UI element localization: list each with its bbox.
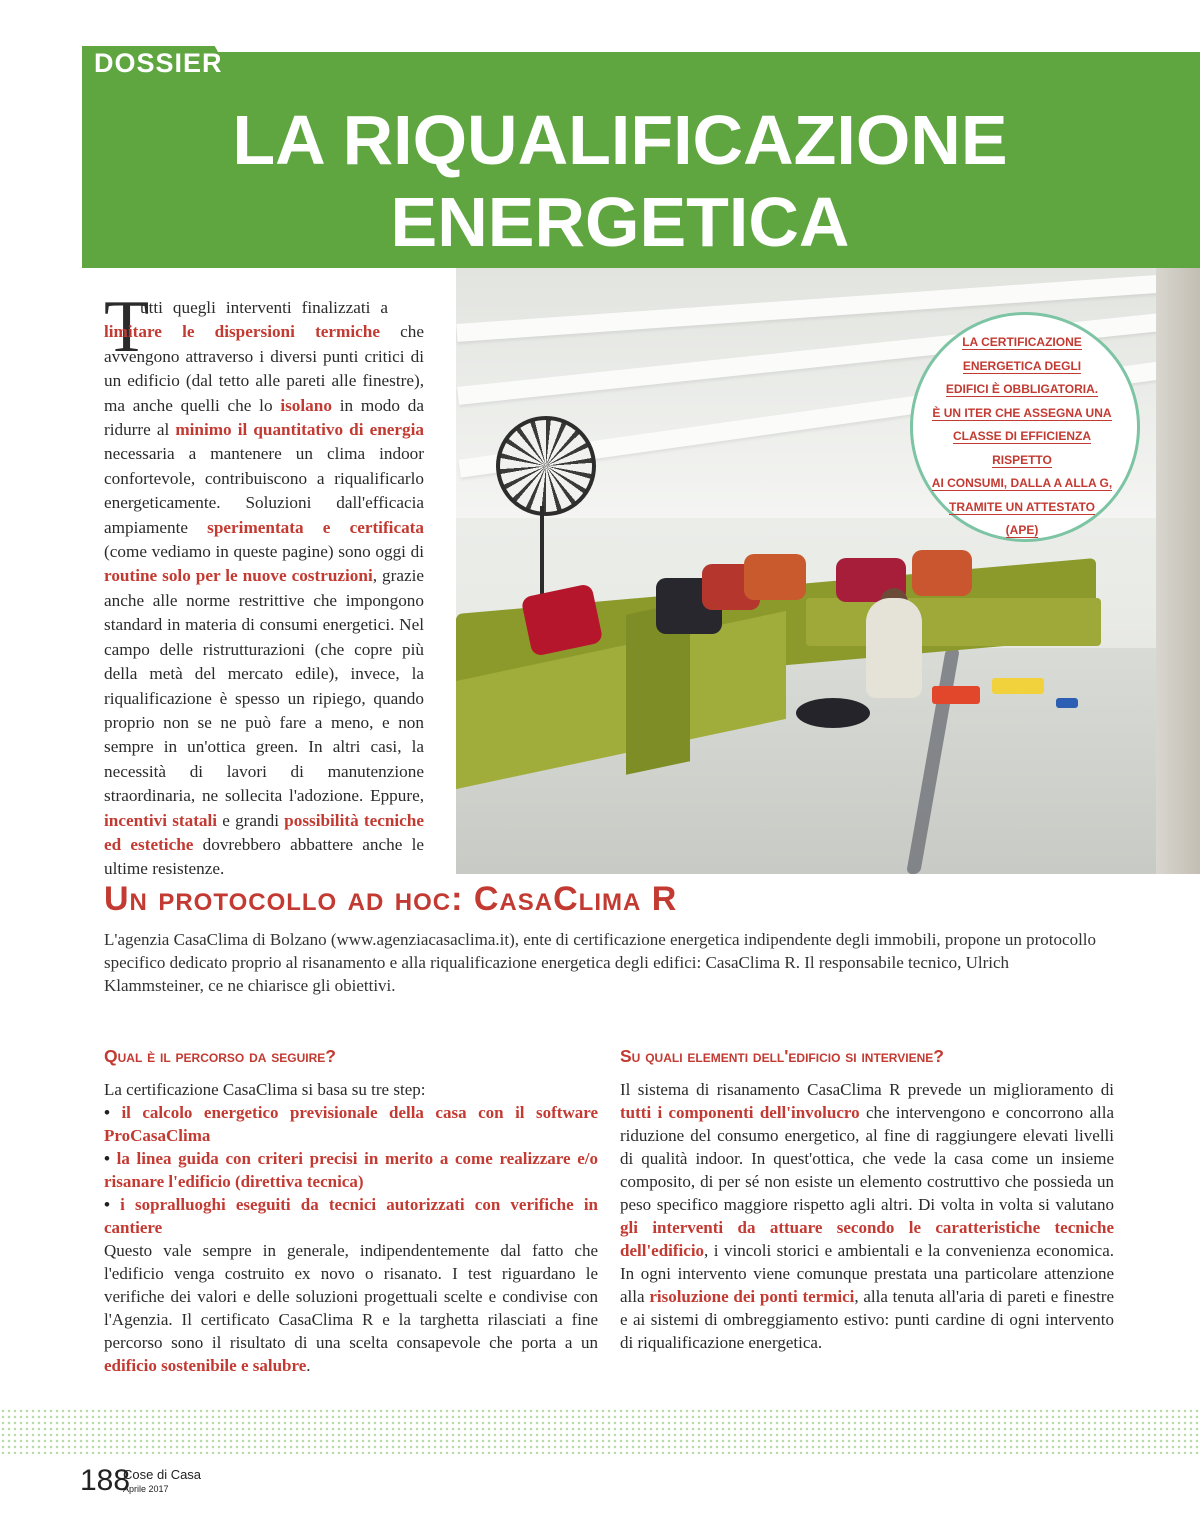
- step-text: il calcolo energetico previsionale della casa con il software ProCasaClima: [104, 1103, 599, 1145]
- callout-line: È UN ITER CHE ASSEGNA UNA: [932, 405, 1112, 420]
- pillow: [744, 554, 806, 600]
- section-intro: L'agenzia CasaClima di Bolzano (www.agenziacasaclima.it), ente di certificazione energetica indipendente degli immobili, propone un protocollo specifico dedicato proprio al risanamento e alla riqualificazione energetica degli edifici: CasaClima R. Il responsabile tecnico, Ulrich Klammsteiner, ce ne chiarisce gli obiettivi.: [104, 930, 1097, 995]
- right-column-heading: Su quali elementi dell'edificio si interviene?: [620, 1046, 944, 1066]
- pillow: [912, 550, 972, 596]
- right-column-body: [620, 1078, 1114, 1354]
- callout-line: TRAMITE UN ATTESTATO: [949, 499, 1095, 514]
- paragraph-highlight: risoluzione dei ponti termici: [649, 1287, 855, 1306]
- left-column-heading: Qual è il percorso da seguire?: [104, 1046, 336, 1066]
- intro-text: in modo da ridurre al: [104, 395, 424, 440]
- floor-lamp: [496, 416, 596, 516]
- magazine-name: Cose di Casa: [123, 1467, 202, 1482]
- intro-text: necessaria a mantenere un clima indoor confortevole, contribuiscono a riqualificarlo energeticamente. Soluzioni dall'efficacia ampiamente: [104, 444, 424, 537]
- intro-text: utti quegli interventi finalizzati a: [140, 298, 388, 317]
- floor-cushion: [796, 698, 870, 728]
- sofa-right-section: [806, 598, 1101, 646]
- section-title: Un protocollo ad hoc: CasaClima R: [104, 880, 678, 918]
- intro-highlight: isolano: [280, 395, 332, 415]
- child-body: [866, 598, 922, 698]
- paragraph-highlight: tutti i componenti dell'involucro: [620, 1103, 860, 1122]
- paragraph-text: Il sistema di risanamento CasaClima R prevede un miglioramento di: [620, 1080, 1114, 1099]
- intro-paragraph: [104, 296, 424, 882]
- intro-text: che avvengono attraverso i diversi punti critici di un edificio (dal tetto alle pareti alle finestre), ma anche quelli che lo: [104, 322, 424, 415]
- paragraph-text: che intervengono e concorrono alla riduzione del consumo energetico, al fine di raggiungere elevati livelli di qualità indoor. In quest'ottica, che vede la casa come un insieme composito, di per sé non esiste un elemento costruttivo che possieda un peso specifico maggiore rispetto agli altri. Di volta in volta si valutano: [620, 1103, 1114, 1214]
- left-column-paragraph: [104, 1239, 598, 1377]
- left-column-body: [104, 1078, 598, 1377]
- step-item: • il calcolo energetico previsionale della casa con il software ProCasaClima: [104, 1103, 599, 1145]
- toy: [932, 686, 980, 704]
- paragraph-text: Questo vale sempre in generale, indipendentemente dal fatto che l'edificio venga costruito ex novo o risanato. I test riguardano le verifiche dei valori e delle soluzioni progettuali scelte e condivise con l'Agenzia. Il certificato CasaClima R e la targhetta rilasciati a fine percorso sono il risultato di una scelta consapevole che porta a un: [104, 1241, 598, 1352]
- intro-text: e grandi: [217, 810, 285, 830]
- paragraph-text: , i vincoli storici e ambientali e la convenienza economica. In ogni intervento viene comunque prestata una particolare attenzione alla: [620, 1241, 1114, 1306]
- intro-highlight: sperimentata e certificata: [207, 517, 424, 537]
- drop-cap: T: [104, 286, 150, 368]
- step-item: • la linea guida con criteri precisi in merito a come realizzare e/o risanare l'edificio (direttiva tecnica): [104, 1149, 598, 1191]
- intro-highlight: incentivi statali: [104, 810, 218, 830]
- paragraph-highlight: edificio sostenibile e salubre: [104, 1356, 307, 1375]
- intro-highlight: routine solo per le nuove costruzioni: [104, 566, 373, 586]
- step-item: • i sopralluoghi eseguiti da tecnici autorizzati con verifiche in cantiere: [104, 1195, 599, 1237]
- intro-highlight: possibilità tecniche ed estetiche: [104, 810, 424, 854]
- intro-text: , grazie anche alle norme restrittive che impongono standard in materia di consumi energetici. Nel campo delle ristrutturazioni (che copre più della metà del mercato edile), invece, la riqualificazione è spesso un ripiego, quando proprio non se ne può fare a meno, e non sempre in un'ottica green. In altri casi, la necessità di lavori di manutenzione straordinaria, ne sollecita l'adozione. Eppure,: [104, 566, 424, 806]
- callout-line: EDIFICI È OBBLIGATORIA.: [945, 382, 1099, 396]
- page-title-line2: ENERGETICA: [390, 183, 850, 261]
- toy: [992, 678, 1044, 694]
- step-text: i sopralluoghi eseguiti da tecnici autorizzati con verifiche in cantiere: [104, 1195, 599, 1237]
- callout-line: ENERGETICA DEGLI: [962, 358, 1082, 373]
- callout-line: CLASSE DI EFFICIENZA RISPETTO: [952, 429, 1091, 467]
- paragraph-text: , alla tenuta all'aria di pareti e finestre e ai sistemi di ombreggiamento estivo: punti cardine di ogni intervento di riqualificazione energetica.: [620, 1287, 1114, 1352]
- left-column-lead: La certificazione CasaClima si basa su tre step:: [104, 1080, 426, 1099]
- callout-line: AI CONSUMI, DALLA A ALLA G,: [931, 476, 1113, 490]
- callout-line: (APE): [1005, 523, 1039, 537]
- page-title-line1: LA RIQUALIFICAZIONE: [232, 101, 1008, 179]
- photo-wall: [1156, 268, 1200, 874]
- callout-line: LA CERTIFICAZIONE: [962, 335, 1082, 349]
- footer-dot-pattern: [0, 1408, 1200, 1454]
- issue-date: Aprile 2017: [123, 1484, 169, 1494]
- intro-highlight: limitare le dispersioni termiche: [104, 322, 380, 342]
- paragraph-text: .: [306, 1356, 311, 1375]
- intro-text: (come vediamo in queste pagine) sono oggi di: [104, 542, 424, 562]
- section-label: DOSSIER: [94, 48, 223, 78]
- intro-highlight: minimo il quantitativo di energia: [175, 420, 424, 440]
- info-callout-text: [924, 331, 1120, 543]
- step-text: la linea guida con criteri precisi in merito a come realizzare e/o risanare l'edificio (direttiva tecnica): [104, 1149, 598, 1191]
- intro-text: dovrebbero abbattere anche le ultime resistenze.: [104, 834, 424, 879]
- paragraph-highlight: gli interventi da attuare secondo le caratteristiche tecniche dell'edificio: [620, 1218, 1114, 1260]
- page-number: 188: [80, 1464, 131, 1497]
- toy: [1056, 698, 1078, 708]
